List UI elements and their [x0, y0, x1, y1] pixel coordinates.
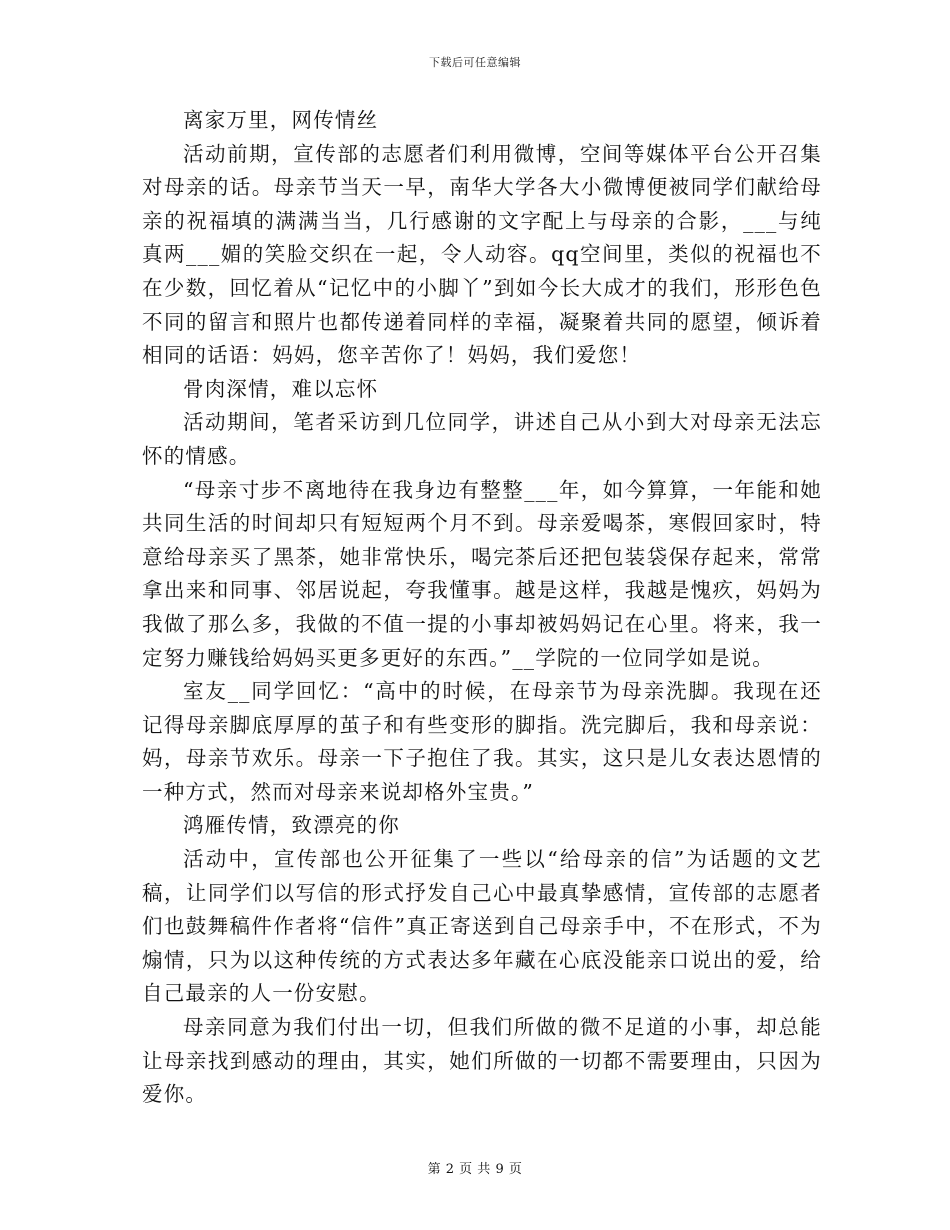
paragraph-4: 室友__同学回忆：“高中的时候，在母亲节为母亲洗脚。我现在还记得母亲脚底厚厚的茧子和有些变形的脚指。洗完脚后，我和母亲说：妈，母亲节欢乐。母亲一下子抱住了我。其实，这只是儿女表达恩情的一种方式，然而对母亲来说却格外宝贵。” — [142, 679, 822, 804]
paragraph-5: 活动中，宣传部也公开征集了一些以“给母亲的信”为话题的文艺稿，让同学们以写信的形式抒发自己心中最真挚感情，宣传部的志愿者们也鼓舞稿件作者将“信件”真正寄送到自己母亲手中，不在形式，不为煽情，只为以这种传统的方式表达多年藏在心底没能亲口说出的爱，给自己最亲的人一份安慰。 — [142, 847, 822, 1006]
paragraph-2: 活动期间，笔者采访到几位同学，讲述自己从小到大对母亲无法忘怀的情感。 — [142, 410, 822, 468]
paragraph-6: 母亲同意为我们付出一切，但我们所做的微不足道的小事，却总能让母亲找到感动的理由，其实，她们所做的一切都不需要理由，只因为爱你。 — [142, 1015, 822, 1107]
paragraph-1: 活动前期，宣传部的志愿者们利用微博，空间等媒体平台公开召集对母亲的话。母亲节当天一早，南华大学各大小微博便被同学们献给母亲的祝福填的满满当当，几行感谢的文字配上与母亲的合影，___与纯真两___媚的笑脸交织在一起，令人动容。qq空间里，类似的祝福也不在少数，回忆着从“记忆中的小脚丫”到如今长大成才的我们，形形色色不同的留言和照片也都传递着同样的幸福，凝聚着共同的愿望，倾诉着相同的话语：妈妈，您辛苦你了！妈妈，我们爱您！ — [142, 141, 822, 368]
section-heading-2: 骨肉深情，难以忘怀 — [183, 376, 379, 401]
document-body — [142, 104, 822, 1112]
page-number: 第 2 页 共 9 页 — [427, 1162, 523, 1177]
page-header-note: 下载后可任意编辑 — [429, 56, 521, 69]
section-heading-1: 离家万里，网传情丝 — [183, 108, 379, 132]
section-heading-3: 鸿雁传情，致漂亮的你 — [183, 813, 400, 838]
paragraph-3: “母亲寸步不离地待在我身边有整整___年，如今算算，一年能和她共同生活的时间却只有短短两个月不到。母亲爱喝茶，寒假回家时，特意给母亲买了黑茶，她非常快乐，喝完茶后还把包装袋保存起来，常常拿出来和同事、邻居说起，夸我懂事。越是这样，我越是愧疚，妈妈为我做了那么多，我做的不值一提的小事却被妈妈记在心里。将来，我一定努力赚钱给妈妈买更多更好的东西。”__学院的一位同学如是说。 — [142, 477, 822, 670]
